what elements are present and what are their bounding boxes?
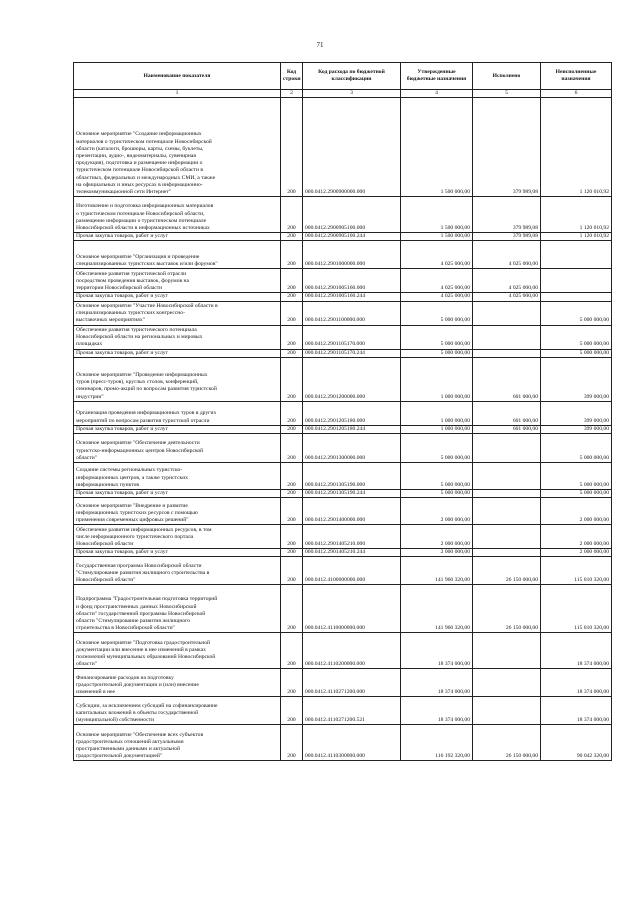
approved-amount-cell: 2 000 000,00 xyxy=(401,549,473,557)
unexecuted-amount-cell: 115 810 320,00 xyxy=(541,557,612,585)
line-code-cell: 200 xyxy=(281,697,303,725)
line-code-cell: 200 xyxy=(281,197,303,233)
indicator-name-cell: Основное мероприятие "Внедрение и развитие информационных туристских ресурсов с помощью применения современных цифровых решений" xyxy=(74,498,281,525)
column-number: 3 xyxy=(303,90,401,98)
executed-amount-cell: 26 150 000,00 xyxy=(473,585,541,633)
unexecuted-amount-cell xyxy=(541,241,612,269)
approved-amount-cell: 1 000 000,00 xyxy=(401,401,473,425)
table-row xyxy=(74,357,612,401)
unexecuted-amount-cell: 2 000 000,00 xyxy=(541,549,612,557)
header-budget-code: Код расхода по бюджетной классификации xyxy=(303,63,401,90)
executed-amount-cell: 379 989,08 xyxy=(473,98,541,197)
table-row xyxy=(74,269,612,293)
unexecuted-amount-cell: 1 120 010,92 xyxy=(541,98,612,197)
approved-amount-cell: 2 000 000,00 xyxy=(401,525,473,549)
unexecuted-amount-cell: 18 374 000,00 xyxy=(541,633,612,669)
executed-amount-cell xyxy=(473,669,541,697)
column-number: 6 xyxy=(541,90,612,98)
executed-amount-cell: 601 000,00 xyxy=(473,425,541,433)
line-code-cell: 200 xyxy=(281,233,303,241)
indicator-name-cell: Основное мероприятие "Проведение информационных туров (пресс-туров), круглых столов, конференций, семинаров, промо-акций по вопросам развития туристской индустрии" xyxy=(74,357,281,401)
indicator-name-cell: Субсидии, за исключением субсидий на софинансирование капитальных вложений в объекты государственной (муниципальной) собственности xyxy=(74,697,281,725)
unexecuted-amount-cell: 399 000,00 xyxy=(541,357,612,401)
line-code-cell: 200 xyxy=(281,434,303,463)
indicator-name-cell: Основное мероприятие "Участие Новосибирской области в специализированных туристских конгрессно- выставочных мероприятиях" xyxy=(74,301,281,325)
line-code-cell: 200 xyxy=(281,463,303,490)
unexecuted-amount-cell: 18 374 000,00 xyxy=(541,697,612,725)
budget-code-cell: 000.0412.2901305190.244 xyxy=(303,490,401,498)
budget-code-cell: 000.0412.2901105170.000 xyxy=(303,325,401,349)
table-row xyxy=(74,325,612,349)
unexecuted-amount-cell: 2 000 000,00 xyxy=(541,498,612,525)
unexecuted-amount-cell: 90 042 320,00 xyxy=(541,725,612,761)
header-unexecuted: Неисполненные назначения xyxy=(541,63,612,90)
line-code-cell: 200 xyxy=(281,349,303,357)
unexecuted-amount-cell: 5 000 000,00 xyxy=(541,301,612,325)
column-number-row xyxy=(74,90,612,98)
executed-amount-cell xyxy=(473,434,541,463)
approved-amount-cell: 4 025 000,00 xyxy=(401,293,473,301)
indicator-name-cell: Обеспечение развития туристической отрасли посредством проведения выставок, форумов на территории Новосибирской области xyxy=(74,269,281,293)
line-code-cell: 200 xyxy=(281,98,303,197)
unexecuted-amount-cell: 5 000 000,00 xyxy=(541,434,612,463)
budget-code-cell: 000.0412.2901105170.244 xyxy=(303,349,401,357)
line-code-cell: 200 xyxy=(281,725,303,761)
unexecuted-amount-cell: 5 000 000,00 xyxy=(541,490,612,498)
table-row xyxy=(74,98,612,197)
indicator-name-cell: Основное мероприятие "Создание информационных материалов о туристическом потенциале Новосибирской области (каталоги, брошюры, карты, схемы, буклеты, презентации, аудио-, видеоматериалы, сувенирная продукция), подготовка и размещение информации о туристическом потенциале Новосибирской области в областных, федеральных и международных СМИ, а также на официальных и иных ресурсах в информационно- телекоммуникационной сети Интернет" xyxy=(74,98,281,197)
table-row xyxy=(74,633,612,669)
indicator-name-cell: Основное мероприятие "Обеспечение деятельности туристско-информационных центров Новосибирской области" xyxy=(74,434,281,463)
budget-code-cell: 000.0412.2901205180.000 xyxy=(303,401,401,425)
indicator-name-cell: Прочая закупка товаров, работ и услуг xyxy=(74,490,281,498)
executed-amount-cell xyxy=(473,325,541,349)
line-code-cell: 200 xyxy=(281,241,303,269)
budget-code-cell: 000.0412.2901400000.000 xyxy=(303,498,401,525)
indicator-name-cell: Государственная программа Новосибирской области "Стимулирование развития жилищного строительства в Новосибирской области" xyxy=(74,557,281,585)
indicator-name-cell: Подпрограмма "Градостроительная подготовка территорий и фонд пространственных данных Новосибирской области" государственной программы Новосибирской области "Стимулирование развития жилищного строительства в Новосибирской области" xyxy=(74,585,281,633)
line-code-cell: 200 xyxy=(281,269,303,293)
executed-amount-cell: 26 150 000,00 xyxy=(473,725,541,761)
budget-code-cell: 000.0412.2901005160.000 xyxy=(303,269,401,293)
table-row xyxy=(74,349,612,357)
executed-amount-cell: 4 025 000,00 xyxy=(473,269,541,293)
table-row xyxy=(74,425,612,433)
line-code-cell: 200 xyxy=(281,293,303,301)
table-row xyxy=(74,463,612,490)
table-row xyxy=(74,557,612,585)
header-executed: Исполнено xyxy=(473,63,541,90)
approved-amount-cell: 1 500 000,00 xyxy=(401,197,473,233)
budget-code-cell: 000.0412.4110000000.000 xyxy=(303,585,401,633)
executed-amount-cell xyxy=(473,549,541,557)
budget-code-cell: 000.0412.2901405210.000 xyxy=(303,525,401,549)
approved-amount-cell: 116 192 320,00 xyxy=(401,725,473,761)
indicator-name-cell: Прочая закупка товаров, работ и услуг xyxy=(74,549,281,557)
table-row xyxy=(74,301,612,325)
indicator-name-cell: Прочая закупка товаров, работ и услуг xyxy=(74,425,281,433)
line-code-cell: 200 xyxy=(281,498,303,525)
table-row xyxy=(74,197,612,233)
executed-amount-cell xyxy=(473,463,541,490)
unexecuted-amount-cell: 2 000 000,00 xyxy=(541,525,612,549)
unexecuted-amount-cell: 399 000,00 xyxy=(541,425,612,433)
approved-amount-cell: 18 374 000,00 xyxy=(401,669,473,697)
line-code-cell: 200 xyxy=(281,301,303,325)
indicator-name-cell: Основное мероприятие "Подготовка градостроительной документации или внесение в нее изменений в рамках полномочий муниципальных образований Новосибирской области" xyxy=(74,633,281,669)
budget-code-cell: 000.0412.4110200000.000 xyxy=(303,633,401,669)
executed-amount-cell xyxy=(473,633,541,669)
executed-amount-cell: 379 989,08 xyxy=(473,197,541,233)
indicator-name-cell: Прочая закупка товаров, работ и услуг xyxy=(74,293,281,301)
executed-amount-cell xyxy=(473,349,541,357)
column-number: 1 xyxy=(74,90,281,98)
table-row xyxy=(74,549,612,557)
header-indicator-name: Наименование показателя xyxy=(74,63,281,90)
approved-amount-cell: 18 374 000,00 xyxy=(401,697,473,725)
executed-amount-cell: 26 150 000,00 xyxy=(473,557,541,585)
executed-amount-cell xyxy=(473,490,541,498)
table-row xyxy=(74,525,612,549)
table-header-row xyxy=(74,63,612,90)
approved-amount-cell: 5 000 000,00 xyxy=(401,463,473,490)
executed-amount-cell xyxy=(473,525,541,549)
table-row xyxy=(74,241,612,269)
table-row xyxy=(74,233,612,241)
line-code-cell: 200 xyxy=(281,425,303,433)
line-code-cell: 200 xyxy=(281,490,303,498)
approved-amount-cell: 1 000 000,00 xyxy=(401,357,473,401)
budget-code-cell: 000.0412.2901305190.000 xyxy=(303,463,401,490)
column-number: 2 xyxy=(281,90,303,98)
unexecuted-amount-cell xyxy=(541,269,612,293)
line-code-cell: 200 xyxy=(281,633,303,669)
line-code-cell: 200 xyxy=(281,585,303,633)
approved-amount-cell: 1 000 000,00 xyxy=(401,425,473,433)
approved-amount-cell: 4 025 000,00 xyxy=(401,269,473,293)
executed-amount-cell: 601 000,00 xyxy=(473,401,541,425)
indicator-name-cell: Изготовление и подготовка информационных материалов о туристическом потенциале Новосибирской области, размещение информации о туристическом потенциале Новосибирской области в информационных источниках xyxy=(74,197,281,233)
line-code-cell: 200 xyxy=(281,525,303,549)
approved-amount-cell: 5 000 000,00 xyxy=(401,325,473,349)
budget-code-cell: 000.0412.4110271200.000 xyxy=(303,669,401,697)
line-code-cell: 200 xyxy=(281,357,303,401)
approved-amount-cell: 4 025 000,00 xyxy=(401,241,473,269)
table-row xyxy=(74,725,612,761)
budget-code-cell: 000.0412.2901100000.000 xyxy=(303,301,401,325)
line-code-cell: 200 xyxy=(281,669,303,697)
indicator-name-cell: Организация проведения информационных туров в других мероприятий по вопросам развития туристской отрасли xyxy=(74,401,281,425)
indicator-name-cell: Основное мероприятие "Организация и проведение специализированных туристских выставок и/или форумов" xyxy=(74,241,281,269)
indicator-name-cell: Основное мероприятие "Обеспечение всех субъектов градостроительных отношений актуальными пространственными данными и актуальной градостроительной документацией" xyxy=(74,725,281,761)
budget-code-cell: 000.0412.2901005160.244 xyxy=(303,293,401,301)
executed-amount-cell: 4 025 000,00 xyxy=(473,241,541,269)
budget-code-cell: 000.0412.2900905100.244 xyxy=(303,233,401,241)
executed-amount-cell xyxy=(473,697,541,725)
table-row xyxy=(74,490,612,498)
approved-amount-cell: 1 500 000,00 xyxy=(401,233,473,241)
budget-code-cell: 000.0412.2901300000.000 xyxy=(303,434,401,463)
table-row xyxy=(74,697,612,725)
indicator-name-cell: Прочая закупка товаров, работ и услуг xyxy=(74,233,281,241)
indicator-name-cell: Обеспечение развития туристического потенциала Новосибирской области на региональных и мировых площадках xyxy=(74,325,281,349)
unexecuted-amount-cell: 18 374 000,00 xyxy=(541,669,612,697)
approved-amount-cell: 1 500 000,00 xyxy=(401,98,473,197)
budget-code-cell: 000.0412.4100000000.000 xyxy=(303,557,401,585)
budget-code-cell: 000.0412.2901405210.244 xyxy=(303,549,401,557)
indicator-name-cell: Финансирование расходов на подготовку градостроительной документации и (или) внесение изменений в нее xyxy=(74,669,281,697)
table-row xyxy=(74,585,612,633)
budget-code-cell: 000.0412.2901200000.000 xyxy=(303,357,401,401)
unexecuted-amount-cell: 1 120 010,92 xyxy=(541,233,612,241)
line-code-cell: 200 xyxy=(281,401,303,425)
table-body xyxy=(74,98,612,761)
approved-amount-cell: 5 000 000,00 xyxy=(401,301,473,325)
budget-code-cell: 000.0412.2900905100.000 xyxy=(303,197,401,233)
table-row xyxy=(74,401,612,425)
header-approved: Утвержденные бюджетные назначения xyxy=(401,63,473,90)
table-row xyxy=(74,293,612,301)
unexecuted-amount-cell: 1 120 010,92 xyxy=(541,197,612,233)
indicator-name-cell: Создание системы региональных туристско- информационных центров, а также туристских информационных пунктов xyxy=(74,463,281,490)
column-number: 4 xyxy=(401,90,473,98)
approved-amount-cell: 2 000 000,00 xyxy=(401,498,473,525)
line-code-cell: 200 xyxy=(281,557,303,585)
executed-amount-cell: 4 025 000,00 xyxy=(473,293,541,301)
budget-code-cell: 000.0412.2901205180.244 xyxy=(303,425,401,433)
approved-amount-cell: 18 374 000,00 xyxy=(401,633,473,669)
line-code-cell: 200 xyxy=(281,549,303,557)
approved-amount-cell: 141 960 320,00 xyxy=(401,585,473,633)
unexecuted-amount-cell: 5 000 000,00 xyxy=(541,325,612,349)
executed-amount-cell: 601 000,00 xyxy=(473,357,541,401)
unexecuted-amount-cell: 5 000 000,00 xyxy=(541,463,612,490)
unexecuted-amount-cell xyxy=(541,293,612,301)
column-number: 5 xyxy=(473,90,541,98)
approved-amount-cell: 5 000 000,00 xyxy=(401,434,473,463)
approved-amount-cell: 5 000 000,00 xyxy=(401,490,473,498)
unexecuted-amount-cell: 115 810 320,00 xyxy=(541,585,612,633)
budget-code-cell: 000.0412.4110271200.521 xyxy=(303,697,401,725)
executed-amount-cell: 379 989,08 xyxy=(473,233,541,241)
budget-code-cell: 000.0412.2901000000.000 xyxy=(303,241,401,269)
indicator-name-cell: Обеспечение развития информационных ресурсов, в том числе информационного туристического портала Новосибирской области xyxy=(74,525,281,549)
approved-amount-cell: 5 000 000,00 xyxy=(401,349,473,357)
page-number: 71 xyxy=(316,41,324,49)
indicator-name-cell: Прочая закупка товаров, работ и услуг xyxy=(74,349,281,357)
unexecuted-amount-cell: 399 000,00 xyxy=(541,401,612,425)
budget-report-table xyxy=(73,62,612,761)
table-row xyxy=(74,498,612,525)
line-code-cell: 200 xyxy=(281,325,303,349)
executed-amount-cell xyxy=(473,301,541,325)
table-row xyxy=(74,434,612,463)
unexecuted-amount-cell: 5 000 000,00 xyxy=(541,349,612,357)
table-row xyxy=(74,669,612,697)
executed-amount-cell xyxy=(473,498,541,525)
budget-code-cell: 000.0412.4110300000.000 xyxy=(303,725,401,761)
approved-amount-cell: 141 960 320,00 xyxy=(401,557,473,585)
header-line-code: Код строки xyxy=(281,63,303,90)
budget-code-cell: 000.0412.2900900000.000 xyxy=(303,98,401,197)
